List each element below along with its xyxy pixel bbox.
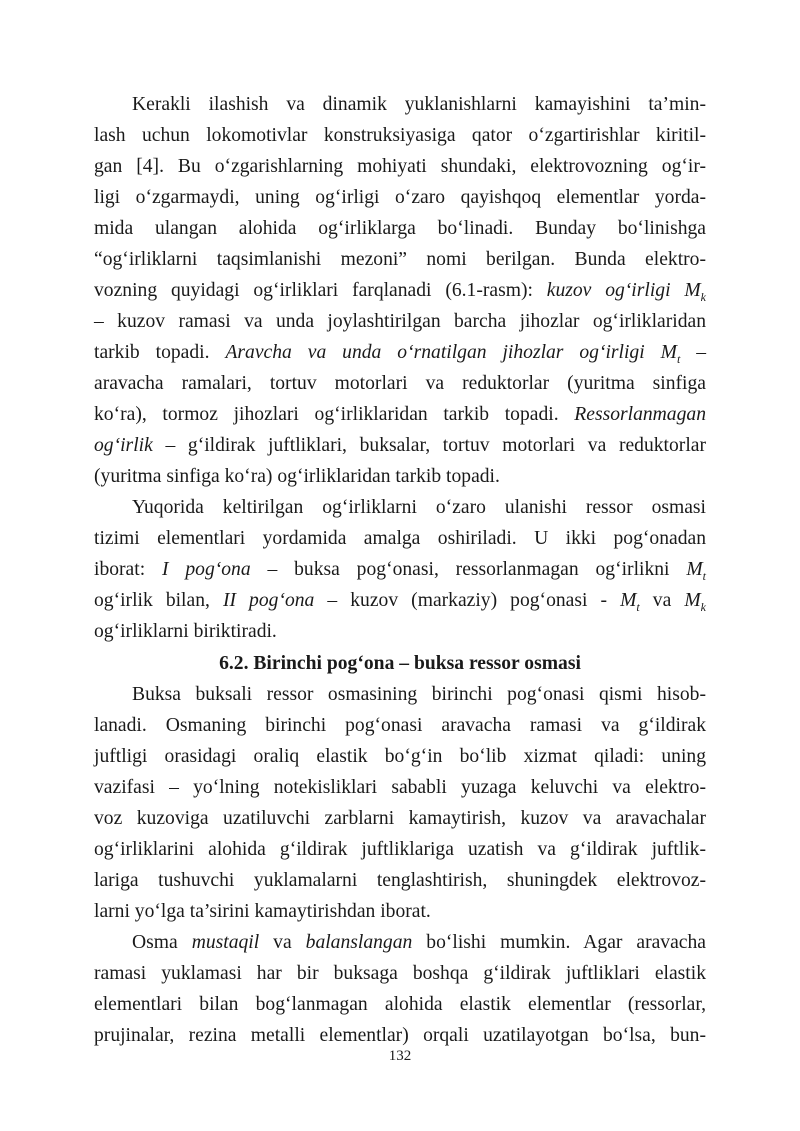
text-span: Osma	[132, 932, 192, 953]
text-line: Yuqorida keltirilgan og‘irliklarni o‘zaro ulanishi ressor osmasi	[132, 497, 706, 518]
text-span: tarkib topadi.	[94, 342, 226, 363]
text-line: og‘irliklarini alohida g‘ildirak juftliklariga uzatish va g‘ildirak juftlik-	[94, 839, 706, 860]
italic-term: Ressorlanmagan	[574, 404, 706, 425]
italic-term	[225, 342, 681, 366]
text-span: iborat:	[94, 559, 162, 580]
italic-term: balanslangan	[305, 932, 413, 953]
text-line	[94, 431, 706, 461]
text-line: tizimi elementlari yordamida amalga oshiriladi. U ikki pog‘onadan	[94, 528, 706, 549]
text-span: –	[680, 342, 707, 363]
section-heading: 6.2. Birinchi pog‘ona – buksa ressor osmasi	[219, 653, 581, 674]
text-span: og‘irlik bilan,	[94, 590, 223, 611]
symbol-letter: M	[686, 559, 703, 580]
text-line: larni yo‘lga ta’sirini kamaytirishdan iborat.	[94, 901, 431, 922]
text-line: – kuzov ramasi va unda joylashtirilgan barcha jihozlar og‘irliklaridan	[94, 311, 706, 332]
symbol	[620, 590, 640, 614]
text-span: va	[259, 932, 306, 953]
text-line	[94, 400, 706, 430]
subscript: k	[700, 289, 706, 304]
text-span: ko‘ra), tormoz jihozlari og‘irliklaridan tarkib topadi.	[94, 404, 575, 425]
text-span: vozning quyidagi og‘irliklari farqlanadi (6.1-rasm):	[94, 280, 547, 301]
text-line: voz kuzoviga uzatiluvchi zarblarni kamaytirish, kuzov va aravachalar	[94, 808, 706, 829]
text-line	[94, 276, 706, 306]
text-line	[94, 555, 706, 585]
italic-text: kuzov og‘irligi M	[546, 280, 701, 301]
text-span: va	[639, 590, 685, 611]
text-line: Buksa buksali ressor osmasining birinchi pog‘onasi qismi hisob-	[132, 684, 706, 705]
text-line: lash uchun lokomotivlar konstruksiyasiga qator o‘zgartirishlar kiritil-	[94, 125, 706, 146]
text-span: – g‘ildirak juftliklari, buksalar, tortuv motorlari va reduktorlar	[152, 435, 706, 456]
text-line: og‘irliklarni biriktiradi.	[94, 621, 277, 642]
page-number: 132	[388, 1048, 412, 1064]
symbol-letter: M	[620, 590, 637, 611]
text-line	[94, 586, 706, 616]
italic-term	[546, 280, 706, 304]
text-line: lariga tushuvchi yuklamalarni tenglashtirish, shuningdek elektrovoz-	[94, 870, 706, 891]
italic-term: I pog‘ona	[161, 559, 251, 580]
italic-term: og‘irlik	[94, 435, 153, 456]
italic-term: mustaqil	[191, 932, 260, 953]
text-line: aravacha ramalari, tortuv motorlari va reduktorlar (yuritma sinfiga	[94, 373, 706, 394]
italic-text: Aravcha va unda o‘rnatilgan jihozlar og‘irligi M	[225, 342, 677, 363]
text-line: prujinalar, rezina metalli elementlar) orqali uzatilayotgan bo‘lsa, bun-	[94, 1025, 706, 1046]
text-line: “og‘irliklarni taqsimlanishi mezoni” nomi berilgan. Bunda elektro-	[94, 249, 706, 270]
text-line: lanadi. Osmaning birinchi pog‘onasi aravacha ramasi va g‘ildirak	[94, 715, 706, 736]
symbol	[686, 559, 706, 583]
text-line: elementlari bilan bog‘lanmagan alohida elastik elementlar (ressorlar,	[94, 994, 706, 1015]
text-line	[132, 928, 706, 958]
text-line: Kerakli ilashish va dinamik yuklanishlarni kamayishini ta’min-	[132, 94, 706, 115]
text-span: – kuzov (markaziy) pog‘onasi -	[314, 590, 621, 611]
text-line: ramasi yuklamasi har bir buksaga boshqa g‘ildirak juftliklari elastik	[94, 963, 706, 984]
symbol-letter: M	[684, 590, 701, 611]
text-line: (yuritma sinfiga ko‘ra) og‘irliklaridan tarkib topadi.	[94, 466, 500, 487]
text-line: gan [4]. Bu o‘zgarishlarning mohiyati shundaki, elektrovozning og‘ir-	[94, 156, 706, 177]
subscript: t	[676, 351, 681, 366]
subscript: k	[700, 599, 706, 614]
subscript: t	[636, 599, 640, 614]
text-line: mida ulangan alohida og‘irliklarga bo‘linadi. Bunday bo‘linishga	[94, 218, 706, 239]
text-line: ligi o‘zgarmaydi, uning og‘irligi o‘zaro qayishqoq elementlar yorda-	[94, 187, 706, 208]
symbol	[684, 590, 706, 614]
text-line	[94, 338, 706, 368]
text-span: – buksa pog‘onasi, ressorlanmagan og‘irlikni	[250, 559, 687, 580]
text-line: vazifasi – yo‘lning notekisliklari sababli yuzaga keluvchi va elektro-	[94, 777, 706, 798]
subscript: t	[702, 568, 706, 583]
text-line: juftligi orasidagi oraliq elastik bo‘g‘in bo‘lib xizmat qiladi: uning	[94, 746, 706, 767]
italic-term: II pog‘ona	[222, 590, 315, 611]
text-span: bo‘lishi mumkin. Agar aravacha	[412, 932, 706, 953]
